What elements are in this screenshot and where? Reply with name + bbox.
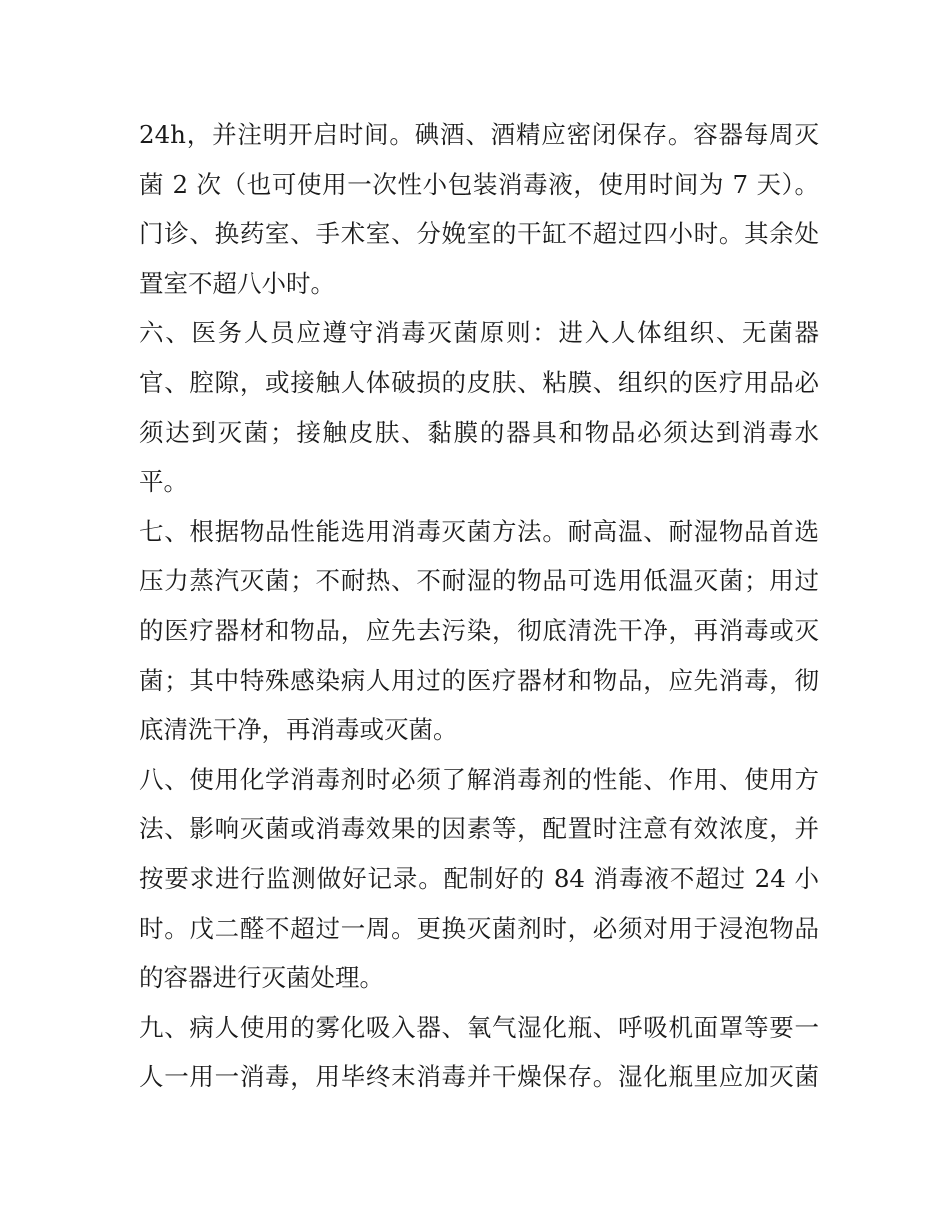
- text-line: 时。戊二醛不超过一周。更换灭菌剂时，必须对用于浸泡物品: [139, 913, 819, 943]
- text-line: 平。: [139, 467, 188, 497]
- text-line: 置室不超八小时。: [139, 268, 335, 298]
- text-line: 须达到灭菌；接触皮肤、黏膜的器具和物品必须达到消毒水: [139, 417, 819, 447]
- body-text: [139, 110, 819, 1102]
- text-line: 人一用一消毒，用毕终末消毒并干燥保存。湿化瓶里应加灭菌: [139, 1062, 819, 1092]
- text-line: 的容器进行灭菌处理。: [139, 963, 384, 993]
- text-line: 七、根据物品性能选用消毒灭菌方法。耐高温、耐湿物品首选: [139, 516, 819, 546]
- text-line: 八、使用化学消毒剂时必须了解消毒剂的性能、作用、使用方: [139, 764, 819, 794]
- text-line: 24h，并注明开启时间。碘酒、酒精应密闭保存。容器每周灭: [139, 120, 819, 149]
- text-line: 的医疗器材和物品，应先去污染，彻底清洗干净，再消毒或灭: [139, 615, 819, 645]
- text-line: 按要求进行监测做好记录。配制好的 84 消毒液不超过 24 小: [139, 863, 819, 893]
- text-line: 压力蒸汽灭菌；不耐热、不耐湿的物品可选用低温灭菌；用过: [139, 566, 819, 596]
- text-line: 官、腔隙，或接触人体破损的皮肤、粘膜、组织的医疗用品必: [139, 367, 819, 397]
- text-line: 九、病人使用的雾化吸入器、氧气湿化瓶、呼吸机面罩等要一: [139, 1012, 819, 1042]
- text-line: 法、影响灭菌或消毒效果的因素等，配置时注意有效浓度，并: [139, 814, 819, 844]
- text-line: 菌；其中特殊感染病人用过的医疗器材和物品，应先消毒，彻: [139, 665, 819, 695]
- text-line: 底清洗干净，再消毒或灭菌。: [139, 715, 458, 745]
- text-line: 门诊、换药室、手术室、分娩室的干缸不超过四小时。其余处: [139, 219, 819, 249]
- text-line: 六、医务人员应遵守消毒灭菌原则：进入人体组织、无菌器: [139, 318, 819, 348]
- text-line: 菌 2 次（也可使用一次性小包装消毒液，使用时间为 7 天）。: [139, 169, 819, 199]
